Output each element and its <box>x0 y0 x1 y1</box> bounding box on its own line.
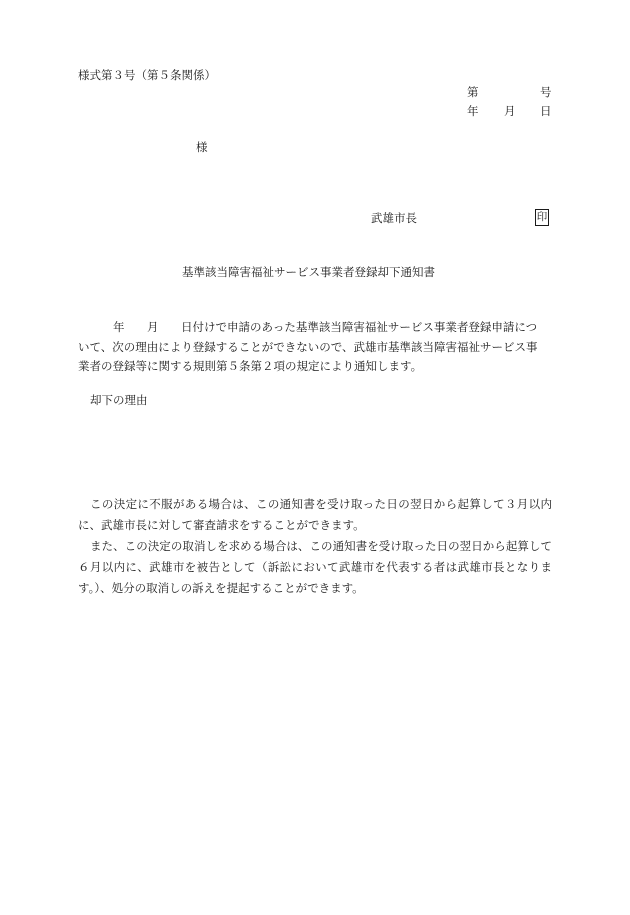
document-title: 基準該当障害福祉サービス事業者登録却下通知書 <box>182 265 435 279</box>
lawsuit-notice: また、この決定の取消しを求める場合は、この通知書を受け取った日の翌日から起算して６月以内に、武雄市を被告として（訴訟において武雄市を代表する者は武雄市長となります。）、処分の取消しの訴えを提起することができます。 <box>78 539 552 595</box>
body-line-1: 日付けで申請のあった基準該当障害福祉サービス事業者登録申請につ <box>181 320 538 334</box>
body-line-3: 業者の登録等に関する規則第５条第２項の規定により通知します。 <box>78 359 423 373</box>
appeal-notice: この決定に不服がある場合は、この通知書を受け取った日の翌日から起算して３月以内に、武雄市長に対して審査請求をすることができます。 <box>78 497 552 532</box>
issuer-name: 武雄市長 <box>371 211 417 225</box>
seal-mark: 印 <box>535 209 549 226</box>
date-day: 日 <box>540 104 552 118</box>
date-year: 年 <box>467 104 479 118</box>
body-line-2: いて、次の理由により登録することができないので、武雄市基準該当障害福祉サービス事 <box>78 340 538 354</box>
recipient-suffix: 様 <box>196 140 208 154</box>
form-label: 様式第３号（第５条関係） <box>78 68 216 82</box>
body-month: 月 <box>147 320 159 334</box>
reason-label: 却下の理由 <box>90 393 148 407</box>
date-month: 月 <box>504 104 516 118</box>
body-year: 年 <box>113 320 125 334</box>
doc-number-prefix: 第 <box>467 85 479 99</box>
doc-number-suffix: 号 <box>540 85 552 99</box>
